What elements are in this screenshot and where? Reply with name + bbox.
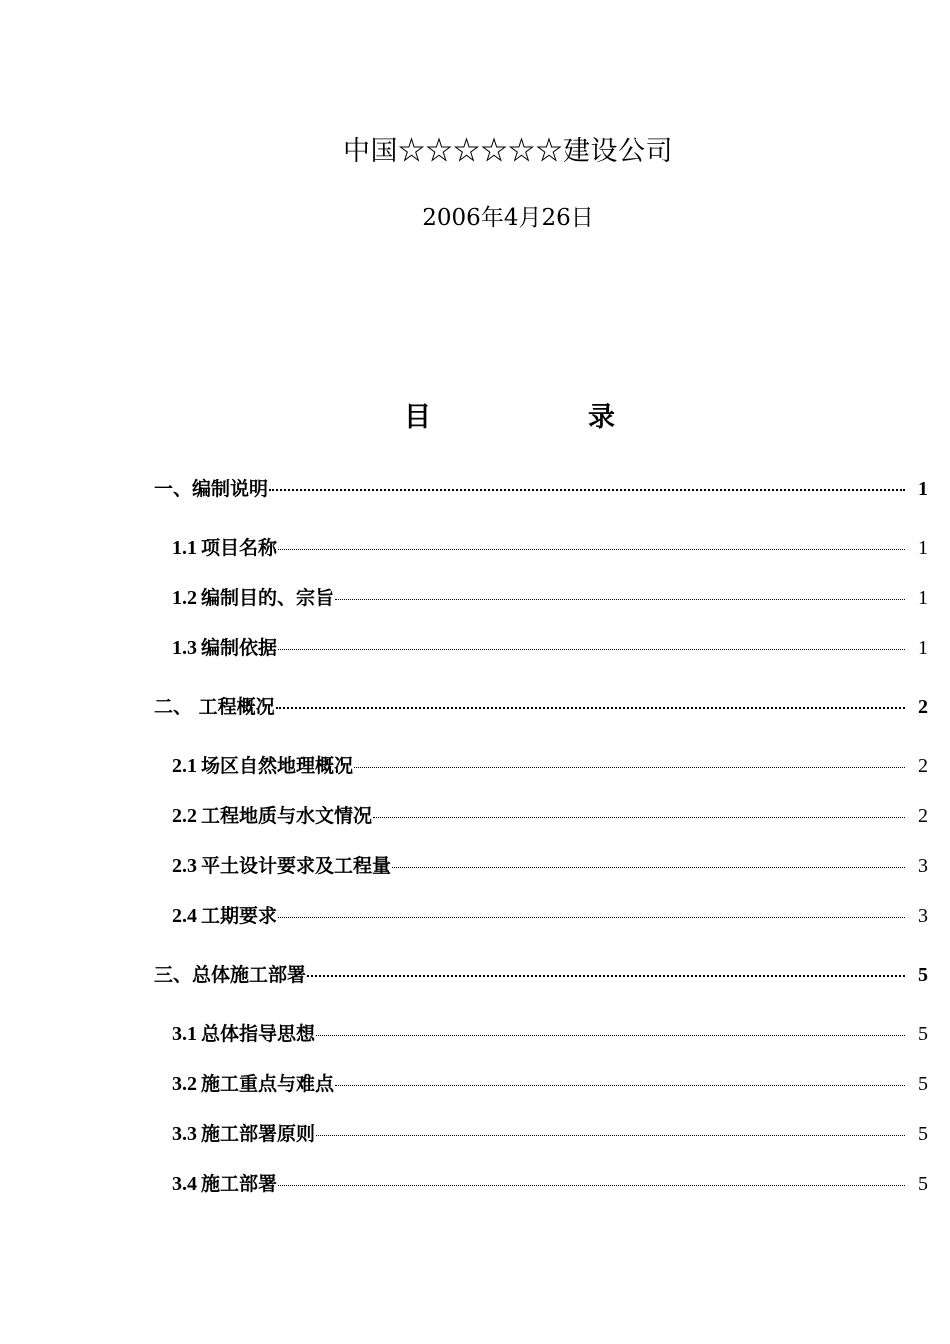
toc-entry-page: 1 [918, 537, 928, 559]
toc-entry-text: 项目名称 [201, 537, 278, 559]
toc-entry-section-1[interactable] [0, 474, 950, 500]
toc-entry-2-1[interactable] [0, 751, 950, 777]
toc-entry-text: 施工部署 [201, 1173, 278, 1195]
toc-entry-text: 三、总体施工部署 [154, 964, 307, 986]
toc-entry-page: 1 [918, 478, 928, 500]
toc-entry-1-2[interactable] [0, 583, 950, 609]
dot-leader [269, 489, 905, 491]
toc-title-char-2: 录 [588, 402, 615, 433]
toc-entry-3-4[interactable] [0, 1169, 950, 1195]
toc-entry-3-2[interactable] [0, 1069, 950, 1095]
toc-entry-2-4[interactable] [0, 901, 950, 927]
toc-entry-number: 2.1 [172, 755, 197, 777]
dot-leader [278, 1185, 905, 1186]
toc-entry-page: 3 [918, 905, 928, 927]
toc-entry-number: 3.2 [172, 1073, 197, 1095]
dot-leader [335, 599, 905, 600]
toc-title-char-1: 目 [404, 402, 431, 433]
toc-entry-page: 1 [918, 587, 928, 609]
toc-entry-section-2[interactable] [0, 692, 950, 718]
toc-entry-page: 2 [918, 696, 928, 718]
toc-entry-page: 1 [918, 637, 928, 659]
toc-entry-text: 二、 工程概况 [154, 696, 275, 718]
toc-entry-text: 施工重点与难点 [201, 1073, 335, 1095]
toc-entry-text: 平土设计要求及工程量 [201, 855, 392, 877]
toc-title [400, 395, 630, 431]
toc-entry-number: 1.2 [172, 587, 197, 609]
dot-leader [354, 767, 905, 768]
toc-entry-1-1[interactable] [0, 533, 950, 559]
dot-leader [278, 917, 905, 918]
dot-leader [278, 549, 905, 550]
toc-entry-number: 1.3 [172, 637, 197, 659]
toc-entry-text: 一、编制说明 [154, 478, 269, 500]
dot-leader [316, 1135, 905, 1136]
toc-entry-text: 总体指导思想 [201, 1023, 316, 1045]
dot-leader [307, 975, 905, 977]
toc-entry-section-3[interactable] [0, 960, 950, 986]
dot-leader [392, 867, 905, 868]
toc-entry-page: 5 [918, 1023, 928, 1045]
company-name: 中国☆☆☆☆☆☆建设公司 [343, 136, 673, 167]
toc-entry-page: 5 [918, 964, 928, 986]
toc-entry-number: 2.3 [172, 855, 197, 877]
toc-entry-number: 3.1 [172, 1023, 197, 1045]
toc-entry-number: 2.2 [172, 805, 197, 827]
dot-leader [276, 707, 905, 709]
dot-leader [373, 817, 905, 818]
toc-entry-text: 编制目的、宗旨 [201, 587, 335, 609]
toc-entry-text: 编制依据 [201, 637, 278, 659]
toc-entry-page: 3 [918, 855, 928, 877]
dot-leader [335, 1085, 905, 1086]
toc-entry-number: 3.4 [172, 1173, 197, 1195]
toc-entry-page: 5 [918, 1173, 928, 1195]
document-date: 2006年4月26日 [422, 205, 594, 231]
dot-leader [278, 649, 905, 650]
toc-entry-number: 1.1 [172, 537, 197, 559]
toc-entry-text: 施工部署原则 [201, 1123, 316, 1145]
toc-entry-page: 2 [918, 805, 928, 827]
dot-leader [316, 1035, 905, 1036]
toc-entry-page: 5 [918, 1073, 928, 1095]
toc-entry-2-2[interactable] [0, 801, 950, 827]
toc-entry-3-1[interactable] [0, 1019, 950, 1045]
toc-entry-text: 工期要求 [201, 905, 278, 927]
toc-entry-3-3[interactable] [0, 1119, 950, 1145]
toc-entry-text: 工程地质与水文情况 [201, 805, 373, 827]
toc-entry-text: 场区自然地理概况 [201, 755, 354, 777]
toc-entry-2-3[interactable] [0, 851, 950, 877]
toc-entry-page: 2 [918, 755, 928, 777]
toc-entry-number: 3.3 [172, 1123, 197, 1145]
toc-entry-number: 2.4 [172, 905, 197, 927]
toc-entry-1-3[interactable] [0, 633, 950, 659]
toc-entry-page: 5 [918, 1123, 928, 1145]
